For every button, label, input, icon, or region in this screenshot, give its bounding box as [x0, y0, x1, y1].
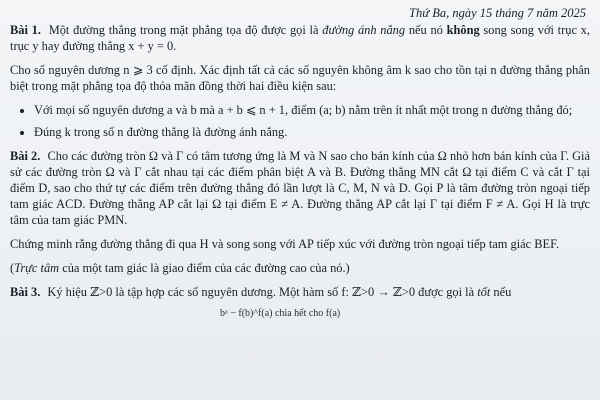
- problem-1-condition-1: • Với mọi số nguyên dương a và b mà a + b ⩽ n + 1, điểm (a; b) nằm trên ít nhất một trong n đường thẳng đó;: [34, 102, 590, 118]
- problem-2-statement: [10, 148, 590, 228]
- problem-1-text-c: song song với trục x, trục y hay đường thẳng x + y = 0.: [10, 23, 590, 53]
- problem-3-label: Bài 3.: [10, 285, 41, 299]
- problem-3-text-a: Ký hiệu ℤ>0 là tập hợp các số nguyên dương. Một hàm số f: ℤ>0 → ℤ>0 được gọi là: [47, 285, 478, 299]
- problem-2-note-term: Trực tâm: [14, 261, 60, 275]
- problem-2-note-rest: của một tam giác là giao điểm của các đường cao của nó.): [59, 261, 350, 275]
- page-date: Thứ Ba, ngày 15 tháng 7 năm 2025: [409, 6, 586, 20]
- problem-1-emphasis: không: [446, 23, 480, 37]
- problem-2-note-open: (: [10, 261, 15, 275]
- problem-1-text-a: Một đường thẳng trong mặt phẳng tọa độ được gọi là: [48, 23, 323, 37]
- problem-2-label: Bài 2.: [10, 149, 41, 163]
- problem-1-task: Cho số nguyên dương n ⩾ 3 cố định. Xác định tất cả các số nguyên không âm k sao cho tồn tại n đường thẳng phân biệt trong mặt phẳng tọa độ thỏa mãn đồng thời hai điều kiện sau:: [10, 63, 590, 93]
- problem-1-condition-2: • Đúng k trong số n đường thẳng là đường ánh nắng.: [34, 124, 590, 140]
- problem-1-statement: [10, 22, 590, 54]
- problem-2-text: Cho các đường tròn Ω và Γ có tâm tương ứng là M và N sao cho bán kính của Ω nhỏ hơn bán kính của Γ. Giả sử các đường tròn Ω và Γ cắt nhau tại các điểm phân biệt A và B. Đường thẳng MN cắt Ω tại điểm C và cắt Γ tại điểm D, sao cho thứ tự các điểm trên đường thẳng đó lần lượt là C, M, N và D. Gọi P là tâm đường tròn ngoại tiếp tam giác ACD. Đường thẳng AP cắt lại Ω tại điểm E ≠ A. Đường thẳng AP cắt lại Γ tại điểm F ≠ A. Gọi H là trực tâm của tam giác PMN.: [10, 149, 590, 227]
- page-content: [10, 22, 590, 322]
- problem-2-task: Chứng minh rằng đường thẳng đi qua H và song song với AP tiếp xúc với đường tròn ngoại tiếp tam giác BEF.: [10, 237, 560, 251]
- problem-1-defined-term: đường ánh nắng: [322, 23, 406, 37]
- problem-1-label: Bài 1.: [10, 23, 41, 37]
- problem-1-conditions: [10, 102, 590, 140]
- problem-1-text-b: nếu nó: [405, 23, 447, 37]
- problem-3-text-b: nếu: [490, 285, 512, 299]
- problem-2-note: [10, 260, 590, 276]
- problem-3-cut-line: bᵃ − f(b)^f(a) chia hết cho f(a): [220, 308, 341, 319]
- problem-3-statement: [10, 284, 590, 300]
- problem-3-defined-term: tốt: [477, 285, 491, 299]
